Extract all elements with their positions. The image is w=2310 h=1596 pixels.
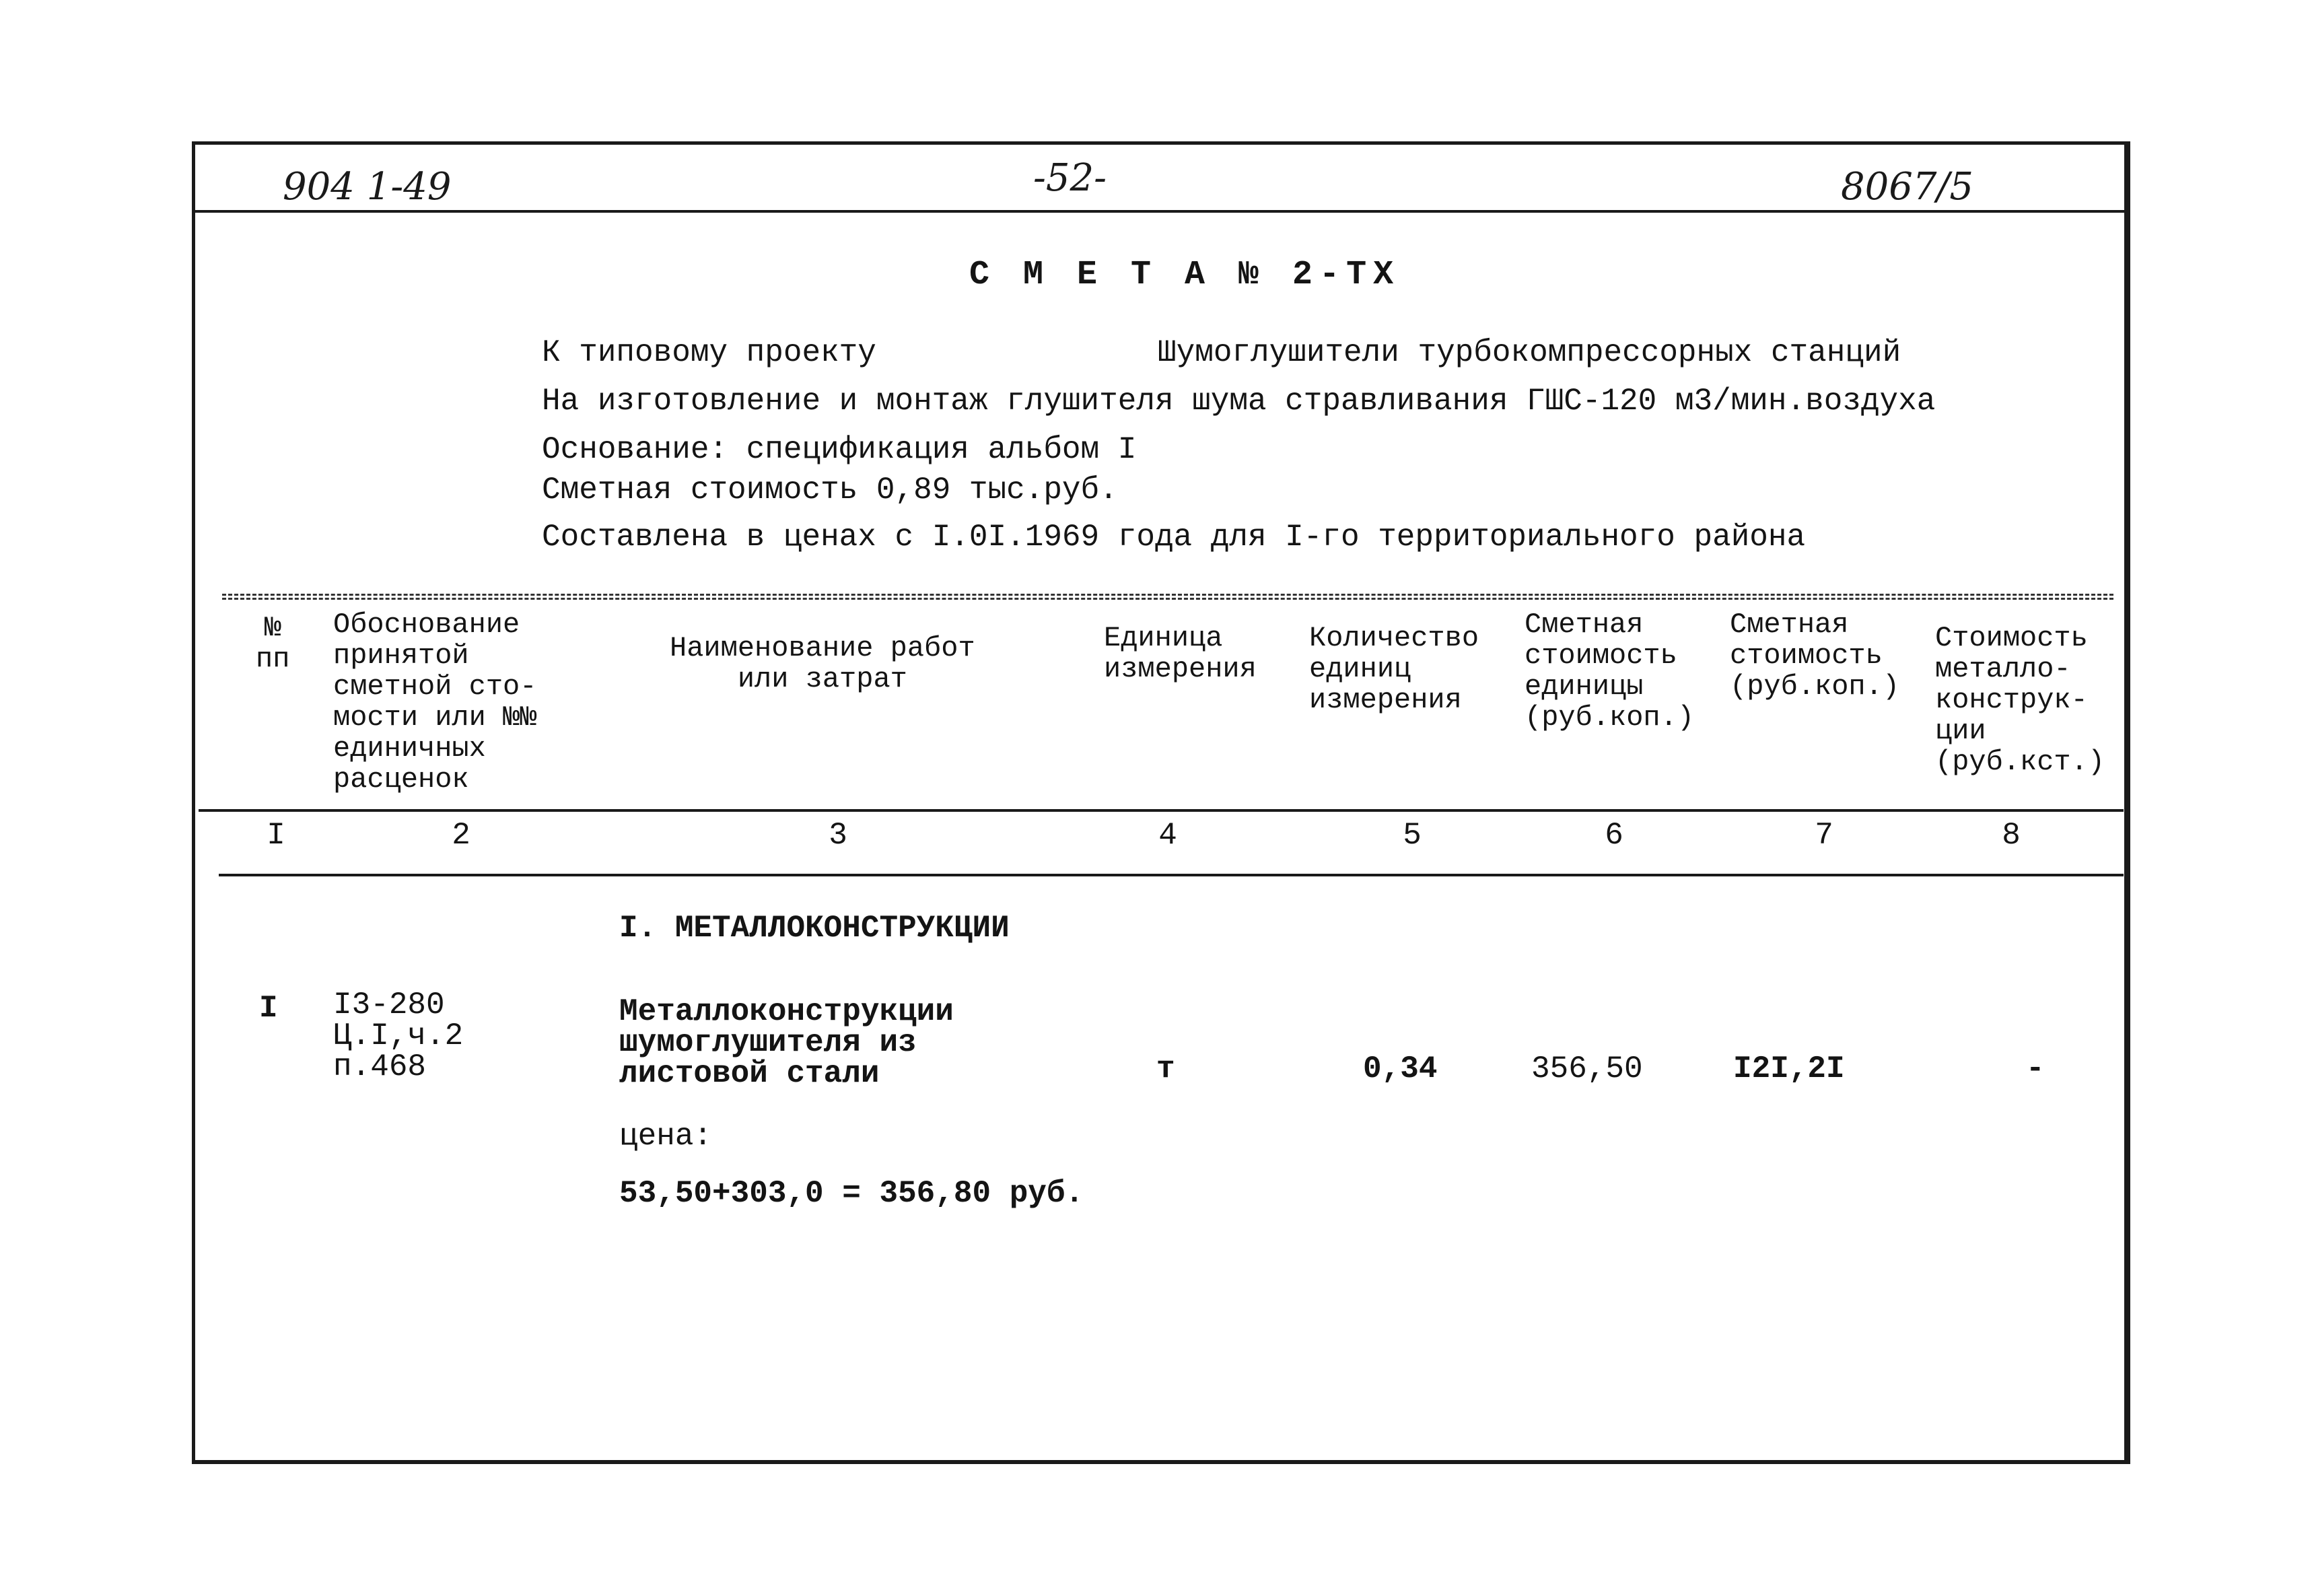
project-name: Шумоглушители турбокомпрессорных станций bbox=[1158, 335, 1901, 370]
estimate-title: С М Е Т А № 2-ТХ bbox=[969, 256, 1401, 294]
col-number-7: 7 bbox=[1815, 818, 1833, 853]
price-basis-line: Составлена в ценах с I.0I.1969 года для I-го территориального района bbox=[542, 520, 1806, 555]
price-note-label: цена: bbox=[619, 1119, 713, 1154]
col-number-8: 8 bbox=[2002, 818, 2021, 853]
col-header-3: Наименование работ или затрат bbox=[670, 632, 975, 695]
purpose-line: На изготовление и монтаж глушителя шума стравливания ГШС-120 м3/мин.воздуха bbox=[542, 384, 1936, 419]
row-total-cost: I2I,2I bbox=[1733, 1051, 1845, 1086]
col-number-2: 2 bbox=[452, 818, 470, 853]
col-header-6: Сметная стоимость единицы (руб.коп.) bbox=[1525, 609, 1695, 734]
row-unit: т bbox=[1156, 1051, 1175, 1086]
col-number-5: 5 bbox=[1403, 818, 1422, 853]
row-number: I bbox=[259, 991, 278, 1026]
col-header-7: Сметная стоимость (руб.коп.) bbox=[1730, 609, 1900, 703]
col-header-8: Стоимость металло- конструк- ции (руб.кст.) bbox=[1935, 622, 2105, 778]
col-number-4: 4 bbox=[1158, 818, 1177, 853]
column-numbers-top-rule bbox=[199, 809, 2124, 812]
estimated-cost-line: Сметная стоимость 0,89 тыс.руб. bbox=[542, 473, 1118, 508]
price-note-formula: 53,50+303,0 = 356,80 руб. bbox=[619, 1176, 1084, 1211]
col-header-4: Единица измерения bbox=[1104, 622, 1257, 685]
column-numbers-bottom-rule bbox=[219, 874, 2124, 876]
inventory-mark: 904 1-49 bbox=[283, 165, 452, 209]
section-title: I. МЕТАЛЛОКОНСТРУКЦИИ bbox=[619, 911, 1010, 946]
row-metal-cost: - bbox=[2026, 1051, 2045, 1086]
col-number-1: I bbox=[267, 818, 285, 853]
table-top-rule bbox=[222, 594, 2113, 600]
col-number-3: 3 bbox=[829, 818, 847, 853]
col-header-2: Обоснование принятой сметной сто- мости или №№ единичных расценок bbox=[333, 609, 537, 796]
row-unit-cost: 356,50 bbox=[1531, 1051, 1643, 1086]
row-basis: I3-280 Ц.I,ч.2 п.468 bbox=[333, 987, 464, 1084]
col-header-5: Количество единиц измерения bbox=[1309, 622, 1479, 716]
page-number: -52- bbox=[1033, 156, 1107, 200]
col-number-6: 6 bbox=[1605, 818, 1623, 853]
row-name: Металлоконструкции шумоглушителя из листовой стали bbox=[619, 994, 954, 1091]
col-header-1: № пп bbox=[256, 612, 290, 675]
project-label: К типовому проекту bbox=[542, 335, 876, 370]
row-quantity: 0,34 bbox=[1363, 1051, 1438, 1086]
header-rule bbox=[192, 210, 2130, 213]
basis-line: Основание: спецификация альбом I bbox=[542, 432, 1137, 467]
document-code: 8067/5 bbox=[1841, 165, 1974, 209]
